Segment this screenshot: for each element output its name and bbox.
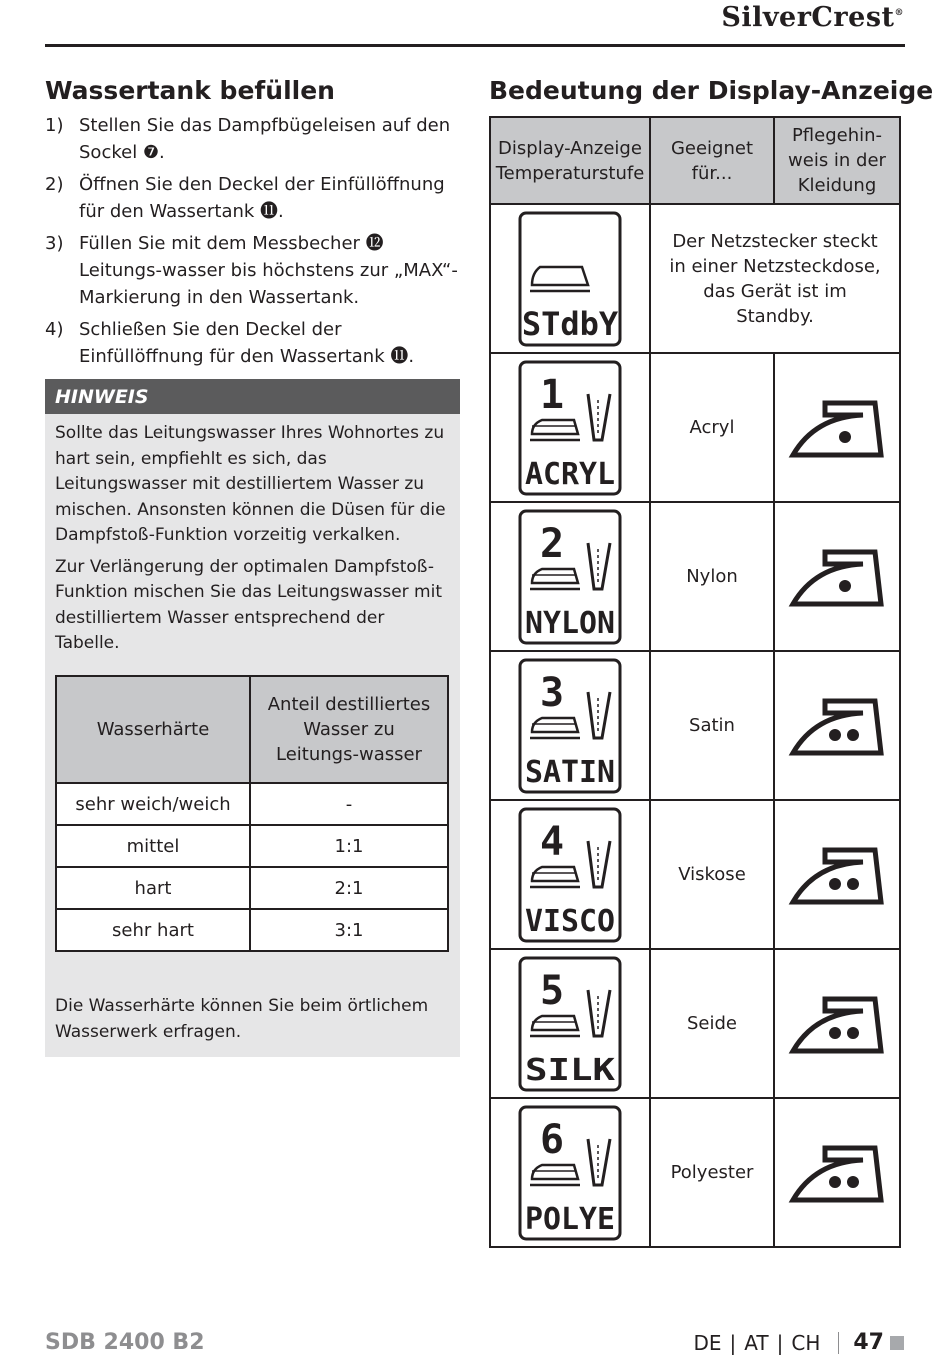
column-header-hardness: Wasserhärte: [56, 676, 250, 783]
lcd-display-icon: [518, 1105, 622, 1241]
step-item: [45, 171, 465, 225]
lcd-display-icon: [518, 509, 622, 645]
table-row: [56, 825, 448, 867]
section-title-water-tank: Wassertank befüllen: [45, 76, 335, 105]
step-number: 1): [45, 115, 64, 136]
country-ch: CH: [791, 1330, 821, 1355]
step-text: Schließen Sie den Deckel der Einfüllöffnung für den Wassertank ⓫.: [79, 319, 415, 367]
ratio-cell: -: [250, 783, 448, 825]
note-heading: HINWEIS: [45, 379, 460, 414]
model-number: SDB 2400 B2: [45, 1330, 205, 1355]
note-paragraph-3: Die Wasserhärte können Sie beim örtlichem Wasserwerk erfragen.: [55, 996, 429, 1042]
water-hardness-table: [55, 675, 449, 952]
iron-care-icon: [787, 989, 887, 1059]
step-text: Stellen Sie das Dampfbügeleisen auf den Sockel ❼.: [79, 115, 451, 163]
fabric-name: Seide: [650, 949, 774, 1098]
lcd-display-icon: [518, 807, 622, 943]
step-number: 4): [45, 319, 64, 340]
lcd-display-icon: [518, 956, 622, 1092]
step-text: Füllen Sie mit dem Messbecher ⓬ Leitungs-wasser bis höchstens zur „MAX“-Markierung in den Wassertank.: [79, 233, 458, 308]
lcd-text: ACRYL: [525, 456, 615, 492]
fabric-name: Satin: [650, 651, 774, 800]
lcd-text: SILK: [525, 1052, 615, 1088]
lcd-text: VISCO: [525, 903, 615, 939]
fabric-name: Viskose: [650, 800, 774, 949]
note-box: [45, 379, 460, 1057]
section-title-display: Bedeutung der Display-Anzeige: [489, 76, 934, 105]
page-footer: [693, 1330, 904, 1355]
temperature-dot: [839, 580, 851, 592]
country-de: DE: [693, 1330, 722, 1355]
registered-mark: ®: [894, 8, 904, 18]
hardness-cell: sehr weich/weich: [56, 783, 250, 825]
lcd-level-number: 3: [539, 669, 565, 716]
step-number: 3): [45, 233, 64, 254]
brand-logo: [721, 2, 904, 33]
lcd-level-number: 5: [539, 967, 565, 1014]
note-paragraph-1: Sollte das Leitungswasser Ihres Wohnortes zu hart sein, empfiehlt es sich, das Leitungswasser mit destilliertem Wasser zu mischen. Ansonsten können die Düsen für die Dampfstoß-Funktion vorzeitig verkalken.: [55, 423, 446, 545]
page-marker-square: [890, 1336, 904, 1350]
hardness-cell: sehr hart: [56, 909, 250, 951]
temperature-dot: [847, 1176, 859, 1188]
column-header-ratio: Anteil destilliertes Wasser zu Leitungs-wasser: [250, 676, 448, 783]
lcd-level-number: 1: [539, 371, 565, 418]
table-row: [56, 909, 448, 951]
iron-care-icon: [787, 1138, 887, 1208]
fabric-name: Nylon: [650, 502, 774, 651]
display-level-row: [490, 800, 900, 949]
footer-divider: [838, 1332, 839, 1354]
country-separator: |: [729, 1330, 737, 1355]
column-header-care-label: Pflegehin-weis in der Kleidung: [774, 117, 900, 204]
lcd-text: NYLON: [525, 605, 615, 641]
fabric-name: Polyester: [650, 1098, 774, 1247]
temperature-dot: [839, 431, 851, 443]
lcd-display-icon: [518, 658, 622, 794]
hardness-cell: mittel: [56, 825, 250, 867]
display-level-row: [490, 502, 900, 651]
temperature-dot: [829, 729, 841, 741]
step-item: [45, 230, 465, 311]
column-header-suitable: Geeignet für...: [650, 117, 774, 204]
country-at: AT: [744, 1330, 769, 1355]
lcd-text: STdbY: [521, 304, 619, 343]
display-level-row: [490, 651, 900, 800]
hardness-cell: hart: [56, 867, 250, 909]
ratio-cell: 3:1: [250, 909, 448, 951]
display-level-row: [490, 1098, 900, 1247]
step-number: 2): [45, 174, 64, 195]
step-text: Öffnen Sie den Deckel der Einfüllöffnung für den Wassertank ⓫.: [79, 174, 445, 222]
display-meaning-table: [489, 116, 901, 1248]
standby-row: [490, 204, 900, 353]
step-item: [45, 112, 465, 166]
temperature-dot: [847, 878, 859, 890]
header-rule: [45, 44, 905, 47]
lcd-display-icon: [518, 360, 622, 496]
lcd-level-number: 6: [539, 1116, 565, 1163]
country-separator: |: [776, 1330, 784, 1355]
temperature-dot: [829, 878, 841, 890]
iron-care-icon: [787, 840, 887, 910]
display-level-row: [490, 949, 900, 1098]
iron-care-icon: [787, 542, 887, 612]
ratio-cell: 2:1: [250, 867, 448, 909]
display-level-row: [490, 353, 900, 502]
standby-description: Der Netzstecker steckt in einer Netzsteckdose, das Gerät ist im Standby.: [650, 204, 900, 353]
lcd-level-number: 4: [539, 818, 565, 865]
fabric-name: Acryl: [650, 353, 774, 502]
temperature-dot: [847, 1027, 859, 1039]
page-number: 47: [853, 1330, 884, 1355]
step-item: [45, 316, 465, 370]
temperature-dot: [829, 1176, 841, 1188]
brand-name: SilverCrest: [721, 2, 895, 33]
temperature-dot: [829, 1027, 841, 1039]
ratio-cell: 1:1: [250, 825, 448, 867]
standby-display-icon: [518, 211, 622, 347]
table-row: [56, 867, 448, 909]
lcd-text: SATIN: [525, 754, 615, 790]
note-paragraph-2: Zur Verlängerung der optimalen Dampfstoß-Funktion mischen Sie das Leitungswasser mit destilliertem Wasser entsprechend der Tabelle.: [55, 556, 443, 653]
fill-steps-list: [45, 112, 465, 375]
iron-care-icon: [787, 393, 887, 463]
lcd-text: POLYE: [525, 1201, 615, 1237]
temperature-dot: [847, 729, 859, 741]
table-row: [56, 783, 448, 825]
iron-care-icon: [787, 691, 887, 761]
lcd-level-number: 2: [539, 520, 565, 567]
column-header-display: Display-Anzeige Temperaturstufe: [490, 117, 650, 204]
